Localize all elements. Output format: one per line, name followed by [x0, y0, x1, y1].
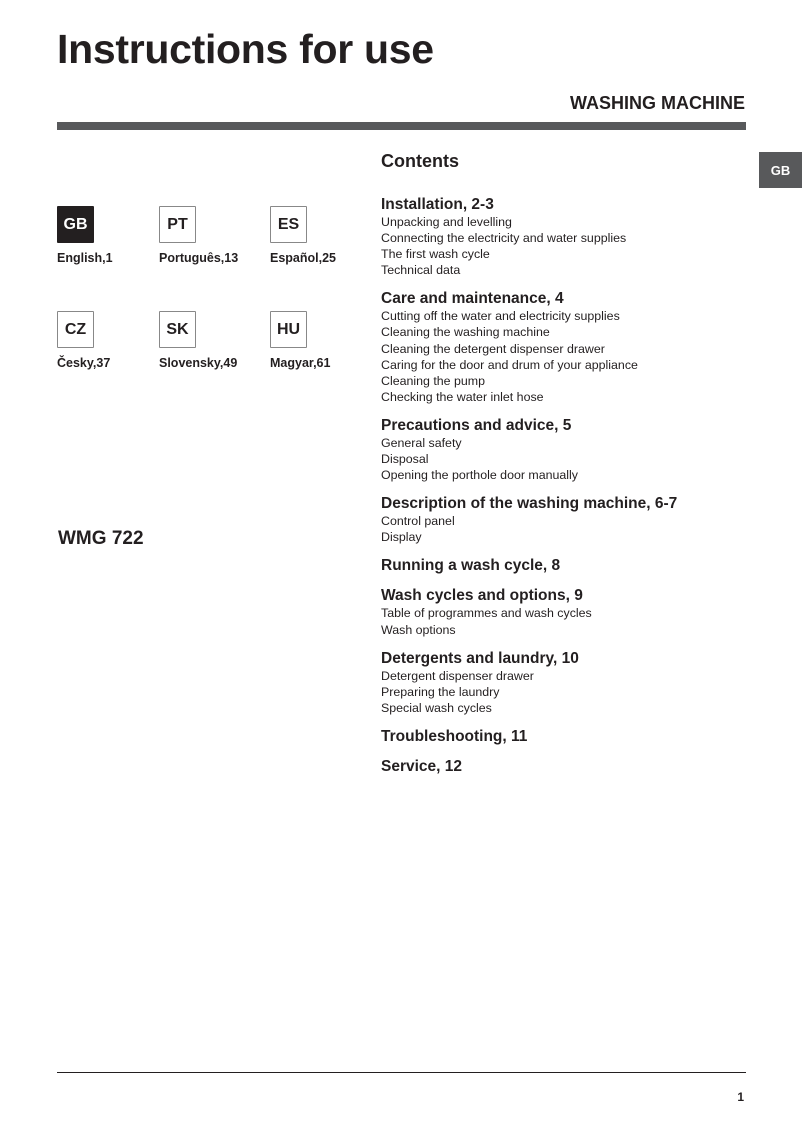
toc-section-title[interactable]: Service, 12 — [381, 757, 463, 775]
language-item-cz[interactable] — [57, 311, 167, 370]
toc-item[interactable]: Control panel — [381, 514, 455, 529]
language-code-badge: GB — [57, 206, 94, 243]
page-number: 1 — [737, 1090, 744, 1104]
toc-section — [381, 195, 761, 278]
language-label: Português,13 — [159, 251, 239, 265]
toc-section-title[interactable]: Description of the washing machine, 6-7 — [381, 495, 678, 513]
toc-item[interactable]: Table of programmes and wash cycles — [381, 606, 592, 621]
toc-item-list — [381, 435, 761, 483]
toc-section — [381, 289, 761, 405]
language-code-badge: CZ — [57, 311, 94, 348]
toc-item[interactable]: Disposal — [381, 452, 429, 467]
toc-item[interactable]: Unpacking and levelling — [381, 215, 512, 229]
model-number: WMG 722 — [58, 528, 144, 549]
language-item-hu[interactable] — [270, 311, 380, 370]
language-item-es[interactable] — [270, 206, 380, 265]
toc-section — [381, 556, 761, 575]
toc-item[interactable]: General safety — [381, 435, 462, 450]
toc-section-title[interactable]: Detergents and laundry, 10 — [381, 649, 579, 667]
toc-item-list — [381, 308, 761, 405]
toc-section — [381, 649, 761, 716]
toc-item[interactable]: Cleaning the pump — [381, 373, 486, 388]
toc-section — [381, 416, 761, 483]
toc-item[interactable]: Preparing the laundry — [381, 684, 500, 699]
toc-item-list — [381, 214, 761, 278]
toc-item[interactable]: Caring for the door and drum of your appliance — [381, 357, 638, 372]
language-label: English,1 — [57, 251, 113, 265]
toc-section-title[interactable]: Installation, 2-3 — [381, 196, 494, 213]
toc-section-title[interactable]: Precautions and advice, 5 — [381, 416, 572, 434]
toc-item[interactable]: The first wash cycle — [381, 247, 490, 262]
toc-section — [381, 757, 761, 776]
toc-section — [381, 727, 761, 746]
language-code-badge: SK — [159, 311, 196, 348]
toc-section-title[interactable]: Care and maintenance, 4 — [381, 290, 564, 308]
toc-item[interactable]: Cutting off the water and electricity supplies — [381, 309, 620, 324]
toc-item[interactable]: Connecting the electricity and water supplies — [381, 231, 627, 246]
toc-section-title[interactable]: Running a wash cycle, 8 — [381, 557, 561, 575]
product-type-heading: WASHING MACHINE — [570, 93, 745, 113]
contents-heading: Contents — [381, 151, 459, 171]
language-side-tab[interactable]: GB — [759, 152, 802, 188]
footer-divider — [57, 1072, 746, 1073]
language-item-gb[interactable] — [57, 206, 167, 265]
toc-section — [381, 586, 761, 637]
language-item-pt[interactable] — [159, 206, 269, 265]
language-item-sk[interactable] — [159, 311, 269, 370]
toc-item[interactable]: Cleaning the detergent dispenser drawer — [381, 341, 605, 356]
page-title: Instructions for use — [57, 26, 434, 72]
toc-item-list — [381, 668, 761, 716]
header-divider — [57, 122, 746, 130]
language-label: Español,25 — [270, 251, 336, 265]
language-code-badge: HU — [270, 311, 307, 348]
toc-item-list — [381, 605, 761, 637]
language-label: Slovensky,49 — [159, 356, 238, 370]
toc-section — [381, 494, 761, 545]
toc-item[interactable]: Opening the porthole door manually — [381, 468, 579, 483]
toc-item[interactable]: Special wash cycles — [381, 700, 492, 715]
toc-item[interactable]: Checking the water inlet hose — [381, 389, 544, 404]
toc-section-title[interactable]: Troubleshooting, 11 — [381, 727, 528, 745]
language-label: Magyar,61 — [270, 356, 331, 370]
language-code-badge: ES — [270, 206, 307, 243]
toc-item[interactable]: Cleaning the washing machine — [381, 325, 550, 340]
table-of-contents — [381, 150, 761, 787]
toc-item[interactable]: Wash options — [381, 622, 456, 637]
toc-item[interactable]: Detergent dispenser drawer — [381, 668, 534, 683]
toc-item[interactable]: Technical data — [381, 263, 461, 278]
toc-item[interactable]: Display — [381, 530, 422, 545]
toc-section-title[interactable]: Wash cycles and options, 9 — [381, 587, 583, 605]
language-code-badge: PT — [159, 206, 196, 243]
toc-item-list — [381, 513, 761, 545]
language-label: Česky,37 — [57, 356, 111, 370]
